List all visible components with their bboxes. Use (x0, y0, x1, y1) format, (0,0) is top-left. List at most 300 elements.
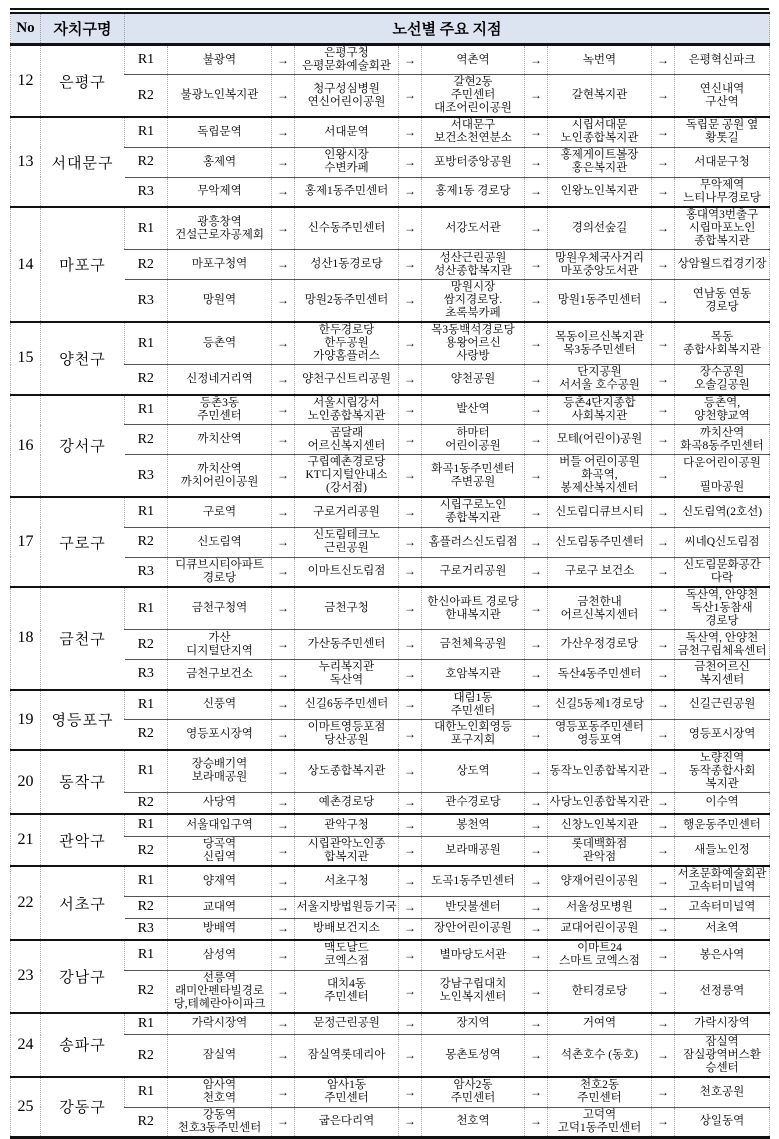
arrow-icon: → (272, 918, 295, 940)
route-point-cell (548, 836, 652, 866)
route-point-cell (168, 207, 272, 250)
arrow-icon: → (652, 207, 675, 250)
route-point-cell (422, 587, 525, 630)
arrow-icon: → (652, 280, 675, 323)
route-point-cell (548, 814, 652, 836)
arrow-icon: → (652, 1013, 675, 1035)
route-row (11, 75, 770, 118)
district-name: 서대문구 (41, 117, 125, 207)
route-point-line: 천호3동주민센터 (177, 1121, 262, 1134)
route-point-line: 신도림테크노 (313, 529, 380, 541)
arrow-icon: → (272, 940, 295, 970)
route-point-line: 관악구청 (324, 818, 369, 831)
route-point-line: 목3동주민센터 (563, 343, 636, 356)
arrow-icon: → (272, 75, 295, 118)
route-point-line: 까치산역 (197, 433, 242, 445)
route-point-cell (168, 814, 272, 836)
route-point-cell (422, 455, 525, 498)
route-point-cell (295, 896, 399, 918)
arrow-icon: → (525, 527, 548, 557)
route-point-cell (422, 75, 525, 118)
route-point-cell (675, 690, 770, 720)
route-label: R2 (125, 836, 168, 866)
route-point-line: 신창노인복지관 (560, 818, 639, 831)
route-point-line: 발산역 (456, 403, 490, 416)
route-point-line: 경의선숲길 (571, 222, 628, 234)
district-number: 19 (11, 690, 41, 750)
route-point-line: 광흥창역 (197, 215, 242, 228)
route-point-cell (168, 970, 272, 1013)
route-point-line: 신도림문화공간 (683, 558, 761, 571)
route-point-line: 연신어린이공원 (307, 95, 386, 108)
arrow-icon: → (272, 280, 295, 323)
route-point-cell (168, 280, 272, 323)
arrow-icon: → (272, 792, 295, 814)
route-point-line: 홍제역 (202, 155, 237, 168)
arrow-icon: → (525, 970, 548, 1013)
route-label: R2 (125, 720, 168, 750)
route-point-cell (675, 940, 770, 970)
arrow-icon: → (652, 497, 675, 527)
route-point-cell (675, 177, 770, 207)
route-point-line: 사랑방 (456, 350, 490, 362)
route-row (11, 322, 770, 365)
route-row (11, 792, 770, 814)
route-point-line: 곰달래 (329, 426, 364, 439)
route-point-line: 금천구보건소 (186, 667, 253, 680)
route-point-cell (548, 207, 652, 250)
arrow-icon: → (525, 750, 548, 793)
route-point-line: 용왕어르신 (445, 337, 501, 349)
route-point-cell (422, 720, 525, 750)
route-point-line: 동작노인종합복지관 (549, 764, 650, 777)
route-point-line: 근린공원 (324, 542, 369, 554)
route-point-cell (168, 1035, 272, 1078)
arrow-icon: → (272, 1013, 295, 1035)
route-point-line: 황톳길 (705, 132, 739, 145)
route-point-line: 신도림역(2호선) (681, 505, 763, 518)
header-no: No (11, 13, 41, 45)
route-point-cell (675, 250, 770, 280)
route-label: R2 (125, 630, 168, 660)
route-point-line: 화곡8동주민센터 (680, 439, 764, 452)
route-point-line: 시립구로노인 (439, 499, 507, 512)
district-route-table (10, 12, 770, 1139)
route-point-cell (422, 970, 525, 1013)
route-point-cell (295, 720, 399, 750)
route-point-line: 문정근린공원 (313, 1017, 380, 1030)
arrow-icon: → (525, 1013, 548, 1035)
arrow-icon: → (399, 896, 422, 918)
route-point-cell (548, 587, 652, 630)
arrow-icon: → (525, 497, 548, 527)
route-row (11, 940, 770, 970)
route-point-line: 느티나무경로당 (683, 191, 761, 204)
route-point-line: 청구성심병원 (313, 82, 380, 95)
route-row (11, 720, 770, 750)
arrow-icon: → (272, 1107, 295, 1137)
route-label: R2 (125, 792, 168, 814)
arrow-icon: → (399, 250, 422, 280)
route-point-line: 당곡역 (202, 837, 237, 850)
route-point-line: 서대문구청 (694, 155, 750, 168)
route-point-cell (422, 395, 525, 425)
arrow-icon: → (525, 918, 548, 940)
route-point-cell (168, 395, 272, 425)
arrow-icon: → (652, 75, 675, 118)
arrow-icon: → (399, 455, 422, 498)
route-point-cell (295, 1077, 399, 1107)
arrow-icon: → (525, 690, 548, 720)
arrow-icon: → (399, 690, 422, 720)
arrow-icon: → (652, 1035, 675, 1078)
route-row (11, 918, 770, 940)
route-point-line: 대조어린이공원 (434, 102, 512, 114)
arrow-icon: → (652, 395, 675, 425)
route-point-line: 한내복지관 (445, 608, 501, 621)
district-number: 14 (11, 207, 41, 322)
route-point-cell (422, 1077, 525, 1107)
arrow-icon: → (525, 792, 548, 814)
route-point-line: 가산 (208, 631, 231, 644)
route-point-line: 화곡역, (581, 469, 618, 481)
route-point-line: 구로구 보건소 (564, 565, 635, 578)
route-point-line: 한티경로당 (571, 984, 628, 997)
route-point-line: 주민센터 (450, 1092, 496, 1105)
arrow-icon: → (272, 365, 295, 395)
route-point-line: 주변공원 (450, 475, 496, 488)
route-point-cell (675, 280, 770, 323)
arrow-icon: → (399, 75, 422, 118)
arrow-icon: → (399, 365, 422, 395)
route-point-cell (168, 527, 272, 557)
route-point-line: 성산1동경로당 (310, 258, 383, 270)
route-point-line: 한신아파트 경로당 (427, 595, 519, 608)
route-point-cell (295, 250, 399, 280)
route-point-cell (548, 425, 652, 455)
route-row (11, 425, 770, 455)
route-label: R1 (125, 45, 168, 75)
route-row (11, 970, 770, 1013)
route-point-cell (675, 587, 770, 630)
route-point-line: 독산역 (329, 674, 364, 687)
route-point-line: 합복지관 (324, 850, 369, 863)
arrow-icon: → (399, 1077, 422, 1107)
district-number: 12 (11, 45, 41, 118)
arrow-icon: → (272, 117, 295, 147)
route-point-cell (548, 792, 652, 814)
arrow-icon: → (399, 630, 422, 660)
district-name: 강서구 (41, 395, 125, 498)
route-point-line: 서초구청 (324, 874, 369, 887)
route-point-line: 가락시장역 (694, 1017, 750, 1030)
header-row (11, 13, 770, 45)
arrow-icon: → (399, 750, 422, 793)
route-row (11, 1013, 770, 1035)
route-point-line: 무악제역 (699, 178, 745, 191)
route-point-line: KT디지털안내소 (305, 469, 388, 481)
route-point-line: 목동 (710, 330, 734, 343)
route-point-cell (295, 455, 399, 498)
route-point-cell (675, 365, 770, 395)
route-point-line: 사당역 (202, 796, 237, 809)
route-point-cell (295, 690, 399, 720)
route-point-cell (168, 75, 272, 118)
route-point-cell (168, 1013, 272, 1035)
route-point-cell (548, 75, 652, 118)
arrow-icon: → (652, 750, 675, 793)
route-point-line: 신길5동제1경로당 (554, 698, 645, 711)
route-point-line: 가락시장역 (191, 1017, 248, 1030)
arrow-icon: → (399, 395, 422, 425)
route-point-line: 선릉역 (202, 971, 237, 984)
arrow-icon: → (652, 866, 675, 896)
route-point-cell (422, 792, 525, 814)
arrow-icon: → (272, 497, 295, 527)
arrow-icon: → (525, 587, 548, 630)
route-point-cell (295, 630, 399, 660)
arrow-icon: → (399, 425, 422, 455)
route-point-cell (675, 527, 770, 557)
route-point-cell (422, 147, 525, 177)
arrow-icon: → (399, 970, 422, 1013)
route-point-line: 천호역 (202, 1092, 237, 1105)
route-point-line: 금천구청 (324, 602, 369, 614)
district-number: 16 (11, 395, 41, 498)
arrow-icon: → (525, 940, 548, 970)
route-row (11, 117, 770, 147)
route-point-line: 포구지회 (450, 734, 496, 747)
route-point-cell (295, 557, 399, 587)
route-point-line: 승센터 (705, 1062, 739, 1074)
arrow-icon: → (399, 322, 422, 365)
route-point-line: 서울성모병원 (566, 900, 633, 913)
route-point-cell (675, 117, 770, 147)
route-point-line: 주민센터 (450, 89, 496, 101)
route-point-cell (295, 527, 399, 557)
header-routes: 노선별 주요 지점 (125, 13, 770, 45)
arrow-icon: → (652, 792, 675, 814)
route-point-line: 관수경로당 (445, 796, 501, 809)
route-point-cell (675, 147, 770, 177)
route-point-line: 등촌역, (703, 396, 741, 409)
route-point-line: 연신내역 (699, 82, 745, 95)
route-point-line: 은평문화예술회관 (302, 60, 391, 72)
route-point-line: 역촌역 (456, 53, 490, 66)
arrow-icon: → (272, 147, 295, 177)
route-point-line: 노량진역 (699, 751, 745, 764)
route-label: R1 (125, 207, 168, 250)
route-point-line: 강남구립대치 (439, 978, 507, 990)
arrow-icon: → (272, 250, 295, 280)
route-point-cell (422, 497, 525, 527)
arrow-icon: → (272, 587, 295, 630)
route-point-cell (548, 395, 652, 425)
route-point-cell (422, 527, 525, 557)
route-point-line: 초록북카페 (445, 307, 501, 319)
arrow-icon: → (272, 177, 295, 207)
header-district: 자치구명 (41, 13, 125, 45)
route-point-line: 동작종합사회 (688, 764, 756, 777)
route-point-line: 까치산역 (197, 462, 242, 475)
route-row (11, 814, 770, 836)
route-point-cell (168, 836, 272, 866)
route-row (11, 365, 770, 395)
route-point-line: 가양홈플러스 (313, 350, 380, 362)
route-label: R2 (125, 1035, 168, 1078)
route-point-line: 독산1동참새 (691, 602, 753, 614)
route-label: R1 (125, 1013, 168, 1035)
route-row (11, 866, 770, 896)
route-label: R1 (125, 690, 168, 720)
route-point-line: 천호공원 (699, 1085, 745, 1098)
arrow-icon: → (652, 587, 675, 630)
route-point-cell (548, 918, 652, 940)
route-row (11, 557, 770, 587)
route-point-line: 봉은사역 (699, 948, 745, 961)
route-point-cell (295, 970, 399, 1013)
district-number: 18 (11, 587, 41, 690)
route-point-line: 갈현복지관 (571, 89, 628, 101)
arrow-icon: → (272, 395, 295, 425)
route-point-line: 잠실역롯데리아 (307, 1049, 386, 1061)
arrow-icon: → (525, 1107, 548, 1137)
route-point-cell (548, 45, 652, 75)
district-number: 21 (11, 814, 41, 866)
route-table (10, 8, 769, 1139)
arrow-icon: → (399, 1035, 422, 1078)
route-point-line: 새들노인정 (694, 844, 750, 857)
route-point-cell (548, 866, 652, 896)
route-label: R3 (125, 918, 168, 940)
route-point-line: 경로당 (202, 571, 237, 584)
route-label: R1 (125, 750, 168, 793)
route-label: R3 (125, 455, 168, 498)
route-point-line: 홈플러스신도림점 (428, 535, 518, 548)
route-point-line: 서서울 호수공원 (559, 379, 640, 392)
arrow-icon: → (399, 527, 422, 557)
route-point-cell (168, 322, 272, 365)
route-point-line: 독산4동주민센터 (557, 667, 642, 680)
district-name: 관악구 (41, 814, 125, 866)
arrow-icon: → (525, 177, 548, 207)
route-point-cell (295, 45, 399, 75)
route-point-line: 불광노인복지관 (180, 89, 259, 101)
route-point-cell (422, 425, 525, 455)
route-point-line: 누리복지관 (318, 661, 375, 674)
route-point-cell (548, 1107, 652, 1137)
route-point-line: 홍제1동 경로당 (435, 185, 511, 198)
arrow-icon: → (399, 814, 422, 836)
route-point-cell (422, 250, 525, 280)
route-point-line: 고속터미널역 (688, 881, 756, 894)
route-row (11, 207, 770, 250)
arrow-icon: → (272, 322, 295, 365)
route-point-line: 디지털단지역 (186, 644, 253, 657)
route-point-line: 모테(어린이)공원 (556, 433, 643, 445)
route-point-line: 서강도서관 (445, 222, 501, 234)
arrow-icon: → (652, 690, 675, 720)
route-point-cell (295, 836, 399, 866)
route-point-cell (675, 970, 770, 1013)
route-point-line: 어린이공원 (445, 439, 501, 452)
arrow-icon: → (652, 940, 675, 970)
route-point-line: 가산동주민센터 (307, 638, 386, 650)
route-point-line: 서울시립강서 (313, 396, 380, 409)
route-point-cell (422, 836, 525, 866)
route-point-line: 래미안펜타빌경로 (175, 984, 264, 997)
route-row (11, 630, 770, 660)
route-point-cell (675, 425, 770, 455)
route-point-cell (548, 720, 652, 750)
arrow-icon: → (399, 117, 422, 147)
route-point-line: 단지공원 (577, 366, 622, 379)
arrow-icon: → (399, 587, 422, 630)
arrow-icon: → (652, 836, 675, 866)
arrow-icon: → (652, 250, 675, 280)
route-point-cell (422, 322, 525, 365)
route-point-cell (675, 455, 770, 498)
route-point-line: 양천공원 (450, 372, 496, 385)
arrow-icon: → (399, 45, 422, 75)
route-point-cell (548, 660, 652, 690)
route-point-cell (675, 918, 770, 940)
district-name: 영등포구 (41, 690, 125, 750)
route-point-cell (548, 147, 652, 177)
route-label: R2 (125, 970, 168, 1013)
arrow-icon: → (399, 792, 422, 814)
route-point-line: 어르신복지센터 (560, 608, 639, 621)
route-point-cell (422, 1107, 525, 1137)
route-point-line: 맥도날드 (324, 942, 369, 955)
arrow-icon: → (652, 45, 675, 75)
route-label: R3 (125, 557, 168, 587)
route-point-line: 종합복지관 (445, 512, 501, 525)
route-point-cell (295, 940, 399, 970)
route-point-line: 강동역 (202, 1108, 237, 1121)
arrow-icon: → (399, 866, 422, 896)
route-point-cell (548, 1035, 652, 1078)
route-point-cell (295, 750, 399, 793)
route-point-cell (675, 75, 770, 118)
route-point-cell (295, 365, 399, 395)
route-point-cell (168, 720, 272, 750)
arrow-icon: → (272, 750, 295, 793)
route-point-cell (422, 117, 525, 147)
route-point-line: 화곡1동주민센터 (431, 462, 515, 475)
route-point-cell (168, 147, 272, 177)
route-point-line: 거여역 (582, 1017, 617, 1030)
route-point-line: 사회복지관 (571, 409, 628, 422)
arrow-icon: → (652, 147, 675, 177)
route-point-cell (675, 207, 770, 250)
arrow-icon: → (652, 365, 675, 395)
route-point-line: 성산종합복지관 (434, 264, 512, 277)
district-number: 15 (11, 322, 41, 395)
route-point-line: 장수공원 (699, 366, 745, 379)
route-point-line: 종합복지관 (694, 235, 750, 247)
route-point-line: 암사1동 (326, 1079, 367, 1092)
route-point-cell (548, 365, 652, 395)
arrow-icon: → (652, 117, 675, 147)
route-point-line: 등촌4단지종합 (563, 396, 636, 409)
route-point-cell (675, 630, 770, 660)
route-point-line: 성산근린공원 (439, 251, 507, 264)
route-point-line: 선정릉역 (699, 984, 745, 997)
route-label: R1 (125, 940, 168, 970)
table-body (11, 45, 770, 1138)
route-point-line: 반딧불센터 (445, 900, 501, 913)
